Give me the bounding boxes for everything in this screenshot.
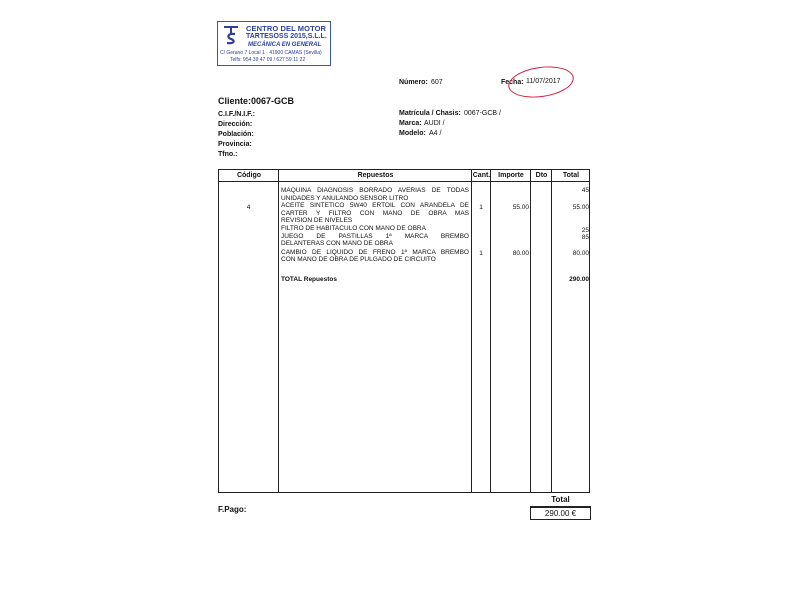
modelo-label: Modelo: [399,130,426,137]
fecha-value: 11/07/2017 [526,78,561,85]
header-importe: Importe [498,172,524,179]
row4-total: 85 [581,234,589,241]
stamp-line-5: Telfs: 954 39 47 09 / 627 59 11 22 [230,57,306,63]
header-codigo: Código [236,172,262,179]
row1-total: 45 [581,187,589,194]
modelo-value: A4 / [429,130,442,137]
row5-line1: CAMBIO DE LIQUIDO DE FRENO 1ª MARCA BREMBO [281,248,469,256]
total-label: Total [530,493,591,507]
header-repuestos: Repuestos [357,172,394,179]
col-divider [530,170,531,492]
row2-total: 55.00 [572,204,589,211]
numero-label: Número: [399,79,428,86]
fpago-label: F.Pago: [218,505,247,514]
row2-codigo: 4 [246,204,251,211]
row2-cant: 1 [479,204,483,211]
stamp-line-2: TARTESOSS 2015,S.L.L. [246,33,327,40]
row5-total: 80.00 [572,250,589,257]
row4-line2: DELANTERAS CON MANO DE OBRA [281,240,393,248]
direccion-label: Dirección: [218,121,253,128]
numero-value: 607 [431,79,443,86]
company-logo-icon [221,24,241,46]
col-divider [278,170,279,492]
matricula-value: 0067-GCB / [464,110,501,117]
total-repuestos-label: TOTAL Repuestos [281,276,337,283]
stamp-line-1: CENTRO DEL MOTOR [246,24,327,33]
row4-line1: JUEGO DE PASTILLAS 1ª MARCA BREMBO [281,232,469,240]
total-repuestos-value: 290.00 [569,276,589,283]
col-divider [551,170,552,492]
total-value: 290.00 € [530,507,591,520]
fecha-label: Fecha: [501,79,524,86]
stamp-line-3: MECÁNICA EN GENERAL [248,42,322,48]
tfno-label: Tfno.: [218,151,238,158]
total-box [530,493,591,521]
stamp-line-4: C/ Gerano 7 Local 1 · 41900 CAMAS (Sevilla) [220,50,322,56]
row1-line2: UNIDADES Y ANULANDO SENSOR LITRO [281,194,409,202]
client-title: Cliente:0067-GCB [218,96,295,106]
row5-line2: CON MANO DE OBRA DE PULGADO DE CIRCUITO [281,256,436,264]
col-divider [471,170,472,492]
header-dto: Dto [535,172,548,179]
row2-line2: CARTER Y FILTRO CON MANO DE OBRA MAS [281,209,469,217]
header-total: Total [562,172,580,179]
handwritten-circle [506,63,576,102]
row2-line1: ACEITE SINTETICO 5W40 ERTOIL CON ARANDELA DE [281,202,469,210]
poblacion-label: Población: [218,131,254,138]
company-stamp [217,21,331,66]
provincia-label: Provincia: [218,141,252,148]
row5-cant: 1 [479,250,483,257]
row2-line3: REVISION DE NIVELES [281,217,353,225]
cif-label: C.I.F./N.I.F.: [218,111,255,118]
marca-value: AUDI / [424,120,445,127]
header-cant: Cant. [472,172,491,179]
items-table [218,169,590,493]
row2-importe: 55.00 [512,204,529,211]
header-divider [219,181,589,182]
row1-line1: MAQUINA DIAGNOSIS BORRADO AVERIAS DE TODAS [281,187,469,194]
marca-label: Marca: [399,120,422,127]
row3-line1: FILTRO DE HABITACULO CON MANO DE OBRA [281,225,426,232]
row3-total: 25 [581,227,589,234]
matricula-label: Matrícula / Chasis: [399,110,461,117]
row5-importe: 80.00 [512,250,529,257]
col-divider [490,170,491,492]
